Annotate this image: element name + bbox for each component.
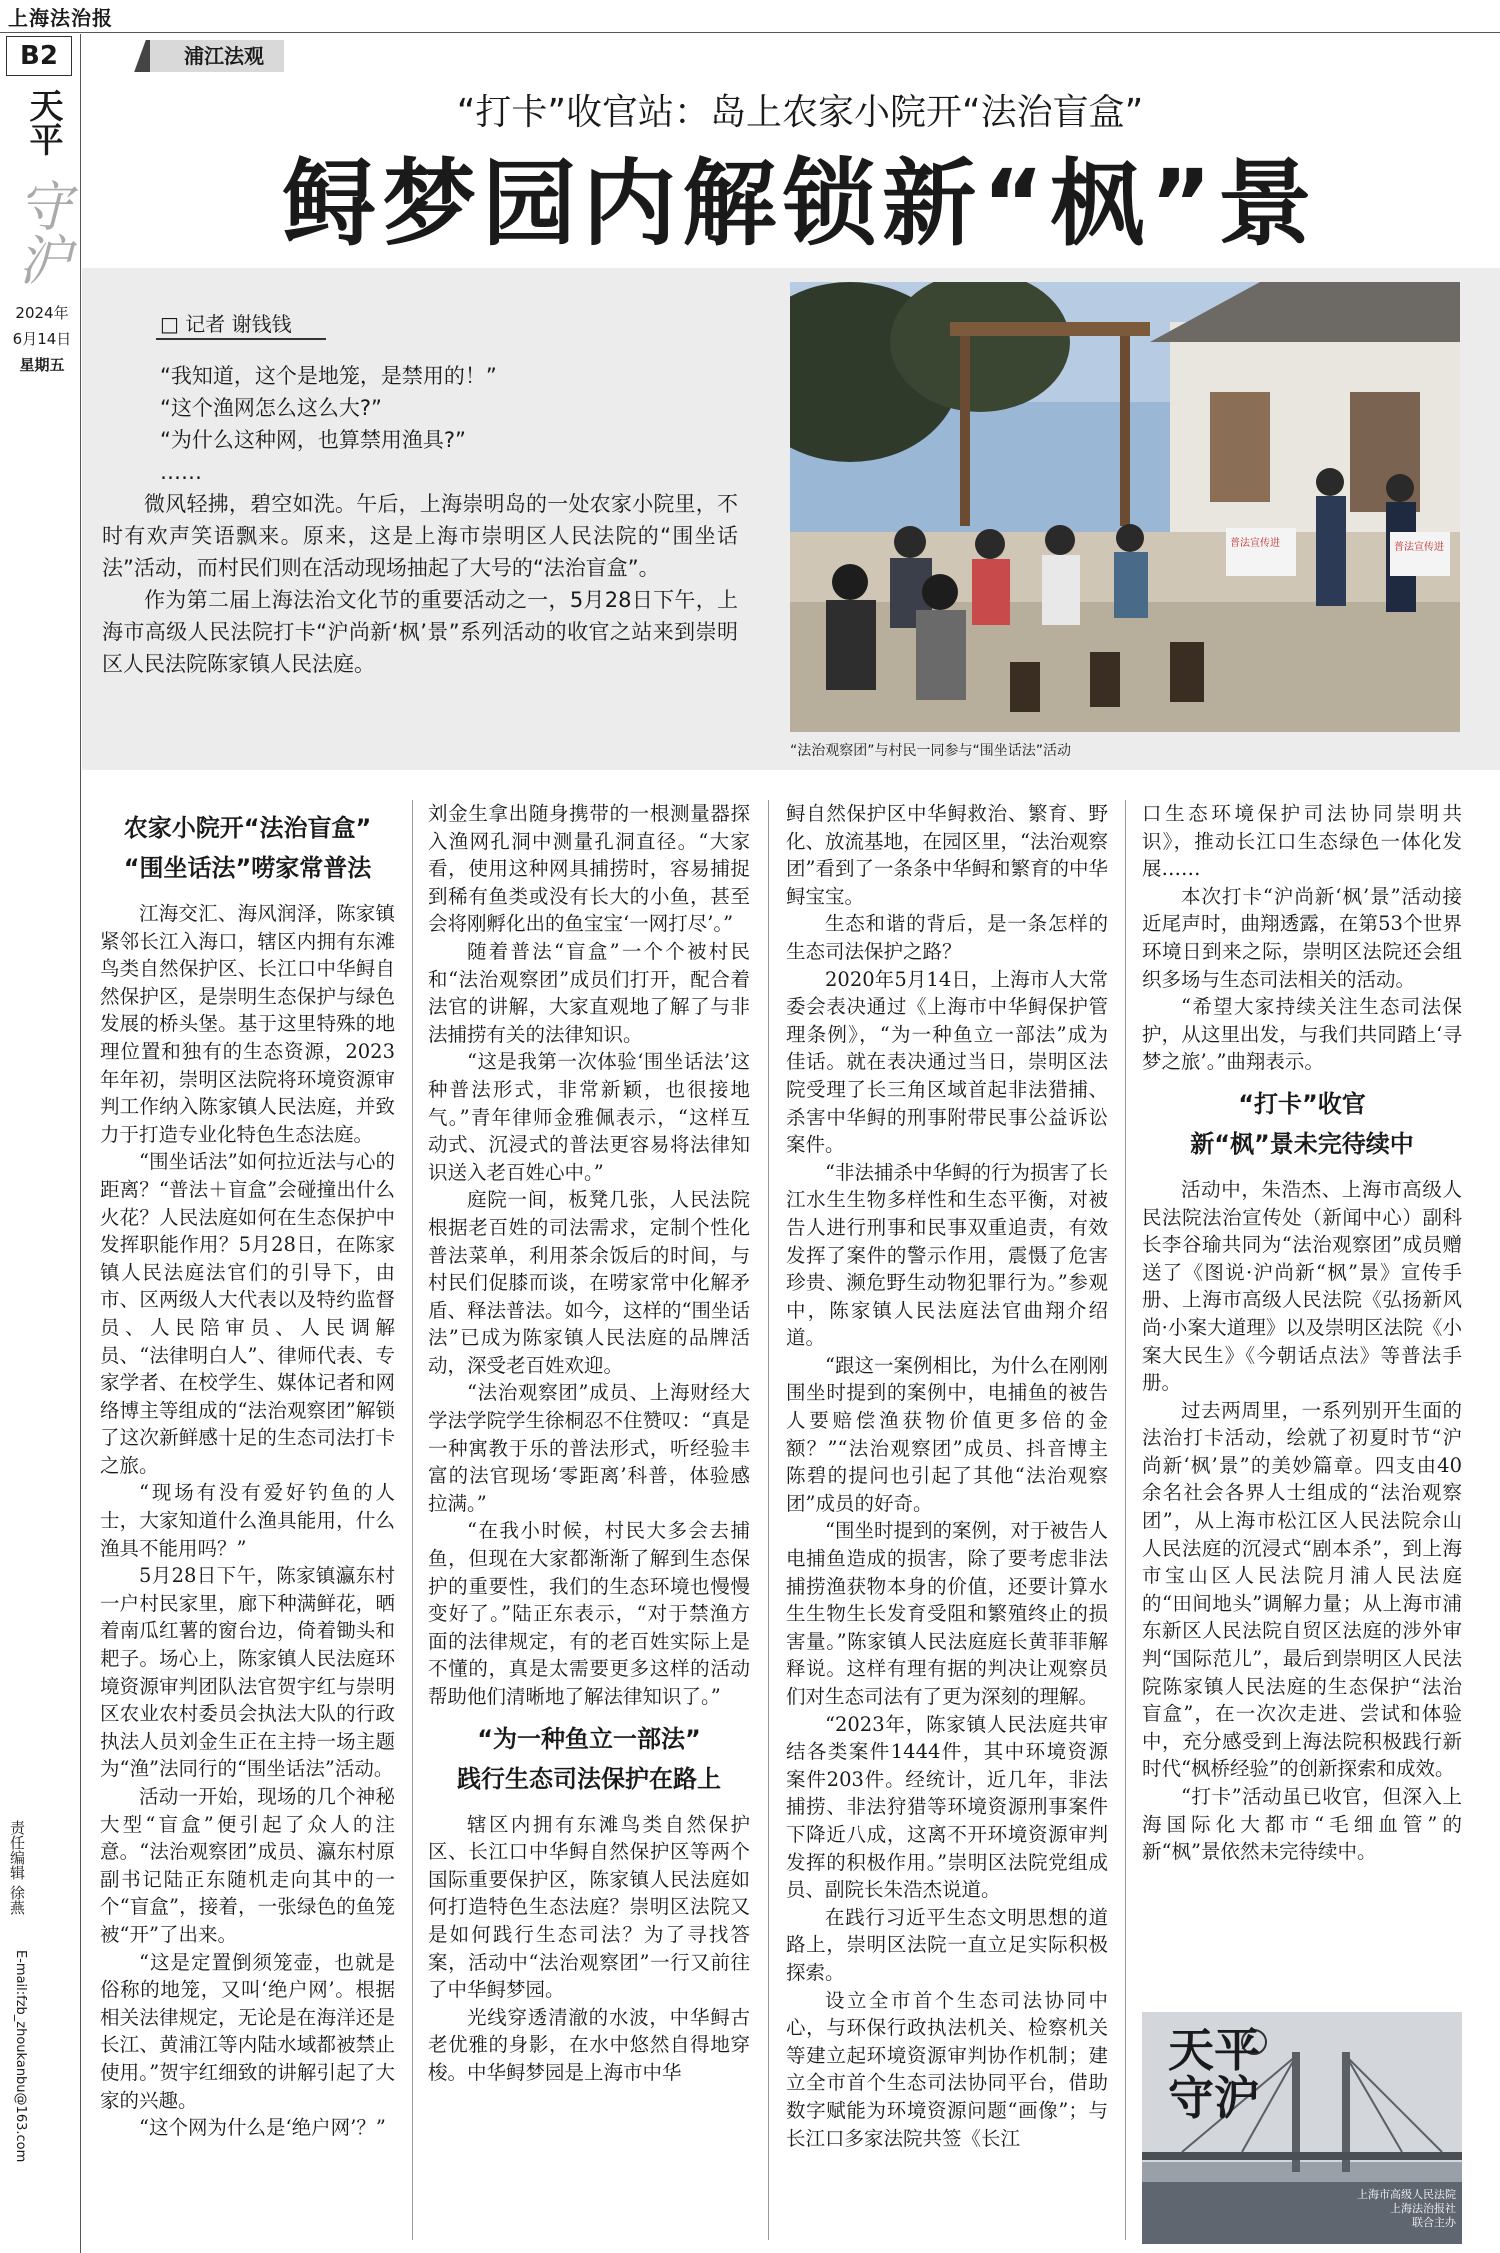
body-paragraph: 辖区内拥有东滩鸟类自然保护区、长江口中华鲟自然保护区等两个国际重要保护区，陈家镇人民法庭如何打造特色生态法庭？崇明区法院又是如何践行生态司法？为了寻找答案，活动中“法治观察团”一行又前往了中华鲟梦园。 — [428, 1812, 750, 2002]
subheading — [100, 808, 395, 888]
logo-title-top: 天平 — [1168, 2023, 1260, 2077]
lead-quote: …… — [160, 460, 202, 484]
masthead — [0, 0, 1500, 32]
section-name: 天平 — [23, 88, 63, 156]
body-paragraph: “打卡”活动虽已收官，但深入上海国际化大都市“毛细血管”的新“枫”景依然未完待续中。 — [1142, 1785, 1462, 1864]
logo-title-bottom: 守沪 — [1168, 2071, 1260, 2125]
body-paragraph: 口生态环境保护司法协同崇明共识》，推动长江口生态绿色一体化发展…… — [1142, 802, 1462, 881]
lead-quote: “为什么这种网，也算禁用渔具?” — [160, 428, 466, 452]
body-paragraph: 过去两周里，一系列别开生面的法治打卡活动，绘就了初夏时节“沪尚新‘枫’景”的美妙篇章。四支由40余名社会各界人士组成的“法治观察团”，从上海市松江区人民法院佘山人民法庭的沉浸式“剧本杀”，到上海市宝山区人民法院月浦人民法庭的“田间地头”调解力量；从上海市浦东新区人民法院自贸区法庭的涉外审判“国际范儿”，最后到崇明区人民法院陈家镇人民法庭的生态保护“法治盲盒”，在一次次走进、尝试和体验中，充分感受到上海法院积极践行新时代“枫桥经验”的创新探索和成效。 — [1142, 1398, 1462, 1781]
body-paragraph: “在我小时候，村民大多会去捕鱼，但现在大家都渐渐了解到生态保护的重要性，我们的生态环境也慢慢变好了。”陆正东表示，“对于禁渔方面的法律规定，有的老百姓实际上是不懂的，真是太需要更多这样的活动帮助他们清晰地了解法律知识了。” — [428, 1519, 750, 1708]
column-tag: 浦江法观 — [150, 40, 284, 72]
logo-caption-line: 上海市高级人民法院 — [1357, 2188, 1456, 2201]
subheading-line: 农家小院开“法治盲盒” — [123, 814, 372, 842]
page-number: B2 — [6, 36, 72, 76]
body-paragraph: 活动中，朱浩杰、上海市高级人民法院法治宣传处（新闻中心）副科长李谷瑜共同为“法治观察团”成员赠送了《图说·沪尚新“枫”景》宣传手册、上海市高级人民法院《弘扬新风尚·小案大道理》以及崇明区法院《小案大民生》《今朝话点法》等普法手册。 — [1142, 1177, 1462, 1395]
body-paragraph: 生态和谐的背后，是一条怎样的生态司法保护之路？ — [786, 912, 1108, 963]
subheading-line: “为一种鱼立一部法” — [477, 1724, 701, 1753]
photo-illustration — [790, 282, 1460, 732]
byline-rule — [156, 338, 326, 340]
body-paragraph: 在践行习近平生态文明思想的道路上，崇明区法院一直立足实际积极探索。 — [786, 1905, 1108, 1984]
subheading-line: 践行生态司法保护在路上 — [457, 1764, 721, 1793]
body-paragraph: 随着普法“盲盒”一个个被村民和“法治观察团”成员们打开，配合着法官的讲解，大家直观地了解了与非法捕捞有关的法律知识。 — [428, 939, 750, 1046]
article-column-1 — [100, 800, 395, 2142]
logo-title — [1168, 2023, 1260, 2125]
body-paragraph: “2023年，陈家镇人民法庭共审结各类案件1444件，其中环境资源案件203件。经统计，近几年，非法捕捞、非法狩猎等环境资源刑事案件下降近八成，这离不开环境资源审判发挥的积极作用。”崇明区法院党组成员、副院长朱浩杰说道。 — [786, 1712, 1108, 1902]
subheading-line: “围坐话法”唠家常普法 — [123, 854, 372, 882]
paper-name: 上海法治报 — [8, 6, 113, 30]
lead-paragraph: 微风轻拂，碧空如洗。午后，上海崇明岛的一处农家小院里，不时有欢声笑语飘来。原来，这是上海市崇明区人民法院的“围坐话法”活动，而村民们则在活动现场抽起了大号的“法治盲盒”。 — [102, 492, 738, 580]
body-paragraph: 活动一开始，现场的几个神秘大型“盲盒”便引起了众人的注意。“法治观察团”成员、瀛东村原副书记陆正东随机走向其中的一个“盲盒”，接着，一张绿色的鱼笼被“开”了出来。 — [100, 1785, 395, 1946]
body-paragraph: “围坐时提到的案例，对于被告人电捕鱼造成的损害，除了要考虑非法捕捞渔获物本身的价值，还要计算水生生物生长发育受阻和繁殖终止的损害量。”陈家镇人民法庭庭长黄菲菲解释说。这样有理有据的判决让观察员们对生态司法有了更为深刻的理解。 — [786, 1519, 1108, 1708]
logo-caption-line: 上海法治报社 — [1390, 2202, 1456, 2215]
lead-paragraph: 作为第二届上海法治文化节的重要活动之一，5月28日下午，上海市高级人民法院打卡“沪尚新‘枫’景”系列活动的收官之站来到崇明区人民法院陈家镇人民法庭。 — [102, 588, 738, 676]
body-paragraph: 刘金生拿出随身携带的一根测量器探入渔网孔洞中测量孔洞直径。“大家看，使用这种网具捕捞时，容易捕捉到稀有鱼类或没有长大的小鱼，甚至会将刚孵化出的鱼宝宝‘一网打尽’。” — [428, 802, 750, 936]
body-paragraph: “非法捕杀中华鲟的行为损害了长江水生生物多样性和生态平衡，对被告人进行刑事和民事双重追责，有效发挥了案件的警示作用，震慑了危害珍贵、濒危野生动物犯罪行为。”参观中，陈家镇人民法庭法官曲翔介绍道。 — [786, 1160, 1108, 1350]
headline-title: 鲟梦园内解锁新“枫”景 — [282, 150, 1318, 259]
body-paragraph: 5月28日下午，陈家镇瀛东村一户村民家里，廊下种满鲜花，晒着南瓜红薯的窗台边，倚着锄头和耙子。场心上，陈家镇人民法庭环境资源审判团队法官贺宇红与崇明区农业农村委员会执法大队的行政执法人员刘金生正在主持一场主题为“渔”法同行的“围坐话法”活动。 — [100, 1564, 395, 1781]
issue-date: 6月14日 — [12, 330, 72, 348]
rail-divider — [80, 34, 81, 2253]
column-divider — [768, 800, 769, 2240]
byline: □ 记者 谢钱钱 — [160, 312, 292, 336]
headline-kicker: “打卡”收官站：岛上农家小院开“法治盲盒” — [456, 92, 1144, 133]
body-paragraph: 鲟自然保护区中华鲟救治、繁育、野化、放流基地，在园区里，“法治观察团”看到了一条条中华鲟和繁育的中华鲟宝宝。 — [786, 802, 1108, 908]
body-paragraph: “法治观察团”成员、上海财经大学法学院学生徐桐忍不住赞叹：“真是一种寓教于乐的普法形式，听经验丰富的法官现场‘零距离’科普，体验感拉满。” — [428, 1381, 750, 1515]
article-column-4 — [1142, 800, 1462, 1866]
subheading — [428, 1719, 750, 1799]
body-paragraph: 本次打卡“沪尚新‘枫’景”活动接近尾声时，曲翔透露，在第53个世界环境日到来之际，崇明区法院还会组织多场与生态司法相关的活动。 — [1142, 884, 1462, 991]
banner-text-left: 普法宣传进 — [1230, 538, 1280, 549]
body-paragraph: 2020年5月14日，上海市人大常委会表决通过《上海市中华鲟保护管理条例》，“为一种鱼立一部法”成为佳话。就在表决通过当日，崇明区法院受理了长三角区域首起非法猎捕、杀害中华鲟的刑事附带民事公益诉讼案件。 — [786, 967, 1108, 1157]
section-name-secondary: 守沪 — [9, 178, 72, 286]
subheading — [1142, 1084, 1462, 1164]
body-paragraph: “现场有没有爱好钓鱼的人士，大家知道什么渔具能用，什么渔具不能用吗？” — [100, 1481, 395, 1560]
body-paragraph: 庭院一间，板凳几张，人民法院根据老百姓的司法需求，定制个性化普法菜单，利用茶余饭后的时间，与村民们促膝而谈，在唠家常中化解矛盾、释法普法。如今，这样的“围坐话法”已成为陈家镇人民法庭的品牌活动，深受老百姓欢迎。 — [428, 1188, 750, 1377]
column-divider — [1125, 800, 1126, 2240]
body-paragraph: 光线穿透清澈的水波，中华鲟古老优雅的身影，在水中悠然自得地穿梭。中华鲟梦园是上海市中华 — [428, 2005, 750, 2084]
photo-caption: “法治观察团”与村民一同参与“围坐话法”活动 — [790, 743, 1072, 759]
editor-credit: 责任编辑 徐燕 — [8, 1820, 26, 1915]
top-rule — [0, 32, 1500, 33]
body-paragraph: “围坐话法”如何拉近法与心的距离？“普法＋盲盒”会碰撞出什么火花？人民法庭如何在生态保护中发挥职能作用？5月28日，在陈家镇人民法庭法官们的引导下，由市、区两级人大代表以及特约监督员、人民陪审员、人民调解员、“法律明白人”、律师代表、专家学者、在校学生、媒体记者和网络博主等组成的“法治观察团”解锁了这次新鲜感十足的生态司法打卡之旅。 — [100, 1150, 395, 1477]
body-paragraph: “这是我第一次体验‘围坐话法’这种普法形式，非常新颖，也很接地气。”青年律师金雅佩表示，“这样互动式、沉浸式的普法更容易将法律知识送入老百姓心中。” — [428, 1050, 750, 1184]
body-paragraph: “跟这一案例相比，为什么在刚刚围坐时提到的案例中，电捕鱼的被告人要赔偿渔获物价值更多倍的金额？”“法治观察团”成员、抖音博主陈碧的提问也引起了其他“法治观察团”成员的好奇。 — [786, 1353, 1108, 1515]
body-paragraph: 设立全市首个生态司法协同中心，与环保行政执法机关、检察机关等建立起环境资源审判协作机制；建立全市首个生态司法协同平台，借助数字赋能为环境资源问题“画像”；与长江口多家法院共签《长江 — [786, 1988, 1108, 2150]
issue-weekday: 星期五 — [19, 356, 65, 374]
article-column-2 — [428, 800, 750, 2087]
lead-quote: “这个渔网怎么这么大?” — [160, 396, 382, 420]
lead-quote: “我知道，这个是地笼，是禁用的！” — [160, 364, 497, 388]
subheading-line: “打卡”收官 — [1238, 1089, 1366, 1118]
article-column-3 — [786, 800, 1108, 2152]
logo-caption — [1300, 2188, 1456, 2230]
body-paragraph: 江海交汇、海风润泽，陈家镇紧邻长江入海口，辖区内拥有东滩鸟类自然保护区、长江口中华鲟自然保护区，是崇明生态保护与绿色发展的桥头堡。基于这里特殊的地理位置和独有的生态资源，2023年年初，崇明区法院将环境资源审判工作纳入陈家镇人民法庭，并致力于打造专业化特色生态法庭。 — [100, 902, 395, 1146]
subheading-line: 新“枫”景未完待续中 — [1190, 1129, 1414, 1158]
body-paragraph: “希望大家持续关注生态司法保护，从这里出发，与我们共同踏上‘寻梦之旅’。”曲翔表示。 — [1142, 995, 1462, 1074]
lead-paragraphs — [102, 488, 738, 680]
body-paragraph: “这个网为什么是‘绝户网’？” — [139, 2116, 386, 2140]
body-paragraph: “这是定置倒须笼壶，也就是俗称的地笼，又叫‘绝户网’。根据相关法律规定，无论是在海洋还是长江、黄浦江等内陆水域都被禁止使用。”贺宇红细致的讲解引起了大家的兴趣。 — [100, 1950, 395, 2112]
issue-year: 2024年 — [15, 304, 69, 322]
event-photo — [790, 282, 1460, 732]
logo-caption-line: 联合主办 — [1412, 2216, 1456, 2229]
editor-email: E-mail:fzb_zhoukanbu@163.com — [13, 1950, 28, 2163]
banner-text-right: 普法宣传进 — [1394, 542, 1444, 553]
column-divider — [412, 800, 413, 2240]
